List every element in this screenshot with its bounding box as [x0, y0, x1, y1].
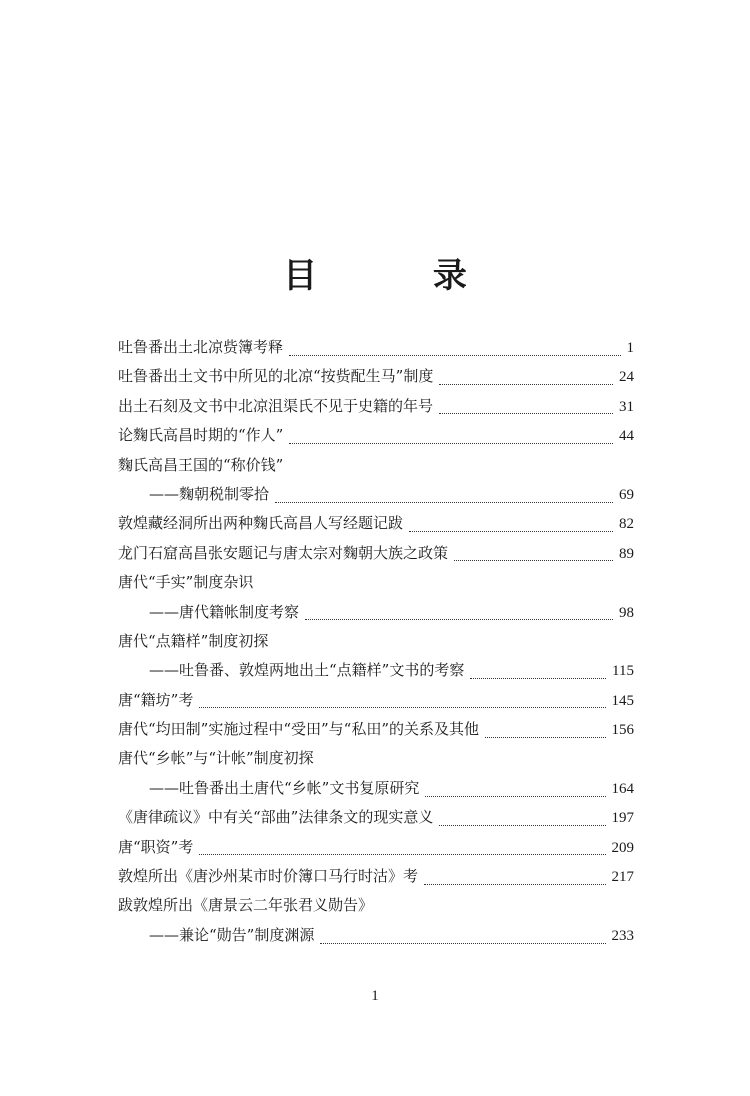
toc-entry-row[interactable] — [118, 424, 634, 453]
toc-entry-row[interactable] — [118, 395, 634, 424]
toc-subtitle-text: ——兼论“勋告”制度渊源 — [149, 925, 315, 944]
toc-entry-title: 吐鲁番出土文书中所见的北凉“按赀配生马”制度 — [118, 367, 434, 386]
toc-subtitle-row[interactable] — [118, 601, 634, 630]
toc-page-number: 82 — [619, 516, 634, 533]
toc-entry-row[interactable] — [118, 806, 634, 835]
toc-page-number: 233 — [611, 927, 634, 944]
toc-entry-title: 唐“籍坊”考 — [118, 690, 194, 709]
toc-page-number: 156 — [611, 722, 634, 739]
toc-entry-row[interactable] — [118, 542, 634, 571]
toc-subtitle-text: ——吐鲁番、敦煌两地出土“点籍样”文书的考察 — [149, 661, 465, 680]
toc-leader-dots — [289, 354, 620, 356]
toc-entry-title: 龙门石窟高昌张安题记与唐太宗对麴朝大族之政策 — [118, 543, 449, 562]
toc-page-number: 217 — [611, 869, 634, 886]
toc-page-number: 89 — [619, 545, 634, 562]
toc-entry-title: 唐代“均田制”实施过程中“受田”与“私田”的关系及其他 — [118, 720, 480, 739]
toc-entry-row[interactable] — [118, 571, 634, 600]
toc-page-number: 1 — [626, 340, 634, 356]
toc-entry-row[interactable] — [118, 689, 634, 718]
toc-leader-dots — [289, 442, 613, 444]
toc-page-number: 98 — [619, 604, 634, 621]
toc-entry-title: 唐代“手实”制度杂识 — [118, 573, 254, 592]
toc-leader-dots — [305, 618, 613, 620]
toc-entry-row[interactable] — [118, 454, 634, 483]
toc-subtitle-text: ——唐代籍帐制度考察 — [149, 602, 300, 621]
toc-leader-dots — [409, 530, 613, 532]
toc-title: 目 录 — [283, 256, 519, 296]
toc-entry-title: 吐鲁番出土北凉赀簿考释 — [118, 338, 284, 356]
toc-entry-row[interactable] — [118, 630, 634, 659]
toc-leader-dots — [454, 559, 613, 561]
toc-entry-title: 唐代“乡帐”与“计帐”制度初探 — [118, 749, 314, 768]
toc-page-number: 24 — [619, 369, 634, 386]
toc-leader-dots — [439, 412, 613, 414]
toc-leader-dots — [199, 706, 605, 708]
toc-entry-row[interactable] — [118, 336, 634, 365]
toc-subtitle-row[interactable] — [118, 483, 634, 512]
toc-entry-row[interactable] — [118, 512, 634, 541]
toc-page-number: 145 — [611, 692, 634, 709]
toc-page-number: 164 — [611, 780, 634, 797]
toc-entry-row[interactable] — [118, 365, 634, 394]
toc-subtitle-row[interactable] — [118, 659, 634, 688]
toc-entry-title: 论麴氏高昌时期的“作人” — [118, 426, 284, 445]
toc-leader-dots — [275, 501, 613, 503]
toc-subtitle-row[interactable] — [118, 777, 634, 806]
toc-subtitle-text: ——麴朝税制零拾 — [149, 484, 270, 503]
toc-leader-dots — [425, 795, 605, 797]
toc-leader-dots — [470, 677, 606, 679]
page-number: 1 — [371, 988, 379, 1004]
toc-entry-title: 麴氏高昌王国的“称价钱” — [118, 455, 284, 474]
toc-entry-title: 敦煌所出《唐沙州某市时价簿口马行时沽》考 — [118, 867, 419, 886]
toc-leader-dots — [439, 383, 613, 385]
toc-entry-title: 唐“职资”考 — [118, 837, 194, 856]
toc-leader-dots — [199, 853, 605, 855]
table-of-contents — [118, 336, 634, 953]
toc-subtitle-row[interactable] — [118, 924, 634, 953]
toc-leader-dots — [439, 824, 605, 826]
toc-page-number: 69 — [619, 486, 634, 503]
toc-page-number: 197 — [611, 810, 634, 827]
toc-entry-title: 出土石刻及文书中北凉沮渠氏不见于史籍的年号 — [118, 396, 434, 415]
toc-leader-dots — [485, 736, 605, 738]
toc-leader-dots — [424, 883, 605, 885]
toc-subtitle-text: ——吐鲁番出土唐代“乡帐”文书复原研究 — [149, 778, 420, 797]
toc-page-number: 31 — [619, 398, 634, 415]
toc-entry-title: 敦煌藏经洞所出两种麴氏高昌人写经题记跋 — [118, 514, 404, 533]
toc-page-number: 209 — [611, 839, 634, 856]
toc-entry-row[interactable] — [118, 865, 634, 894]
toc-page-number: 44 — [619, 428, 634, 445]
toc-page-number: 115 — [612, 663, 634, 680]
toc-entry-row[interactable] — [118, 718, 634, 747]
toc-entry-title: 唐代“点籍样”制度初探 — [118, 631, 269, 650]
toc-entry-row[interactable] — [118, 894, 634, 923]
toc-entry-row[interactable] — [118, 747, 634, 776]
toc-leader-dots — [320, 942, 605, 944]
toc-entry-title: 跋敦煌所出《唐景云二年张君义勋告》 — [118, 896, 374, 915]
toc-entry-title: 《唐律疏议》中有关“部曲”法律条文的现实意义 — [118, 808, 434, 827]
toc-entry-row[interactable] — [118, 836, 634, 865]
